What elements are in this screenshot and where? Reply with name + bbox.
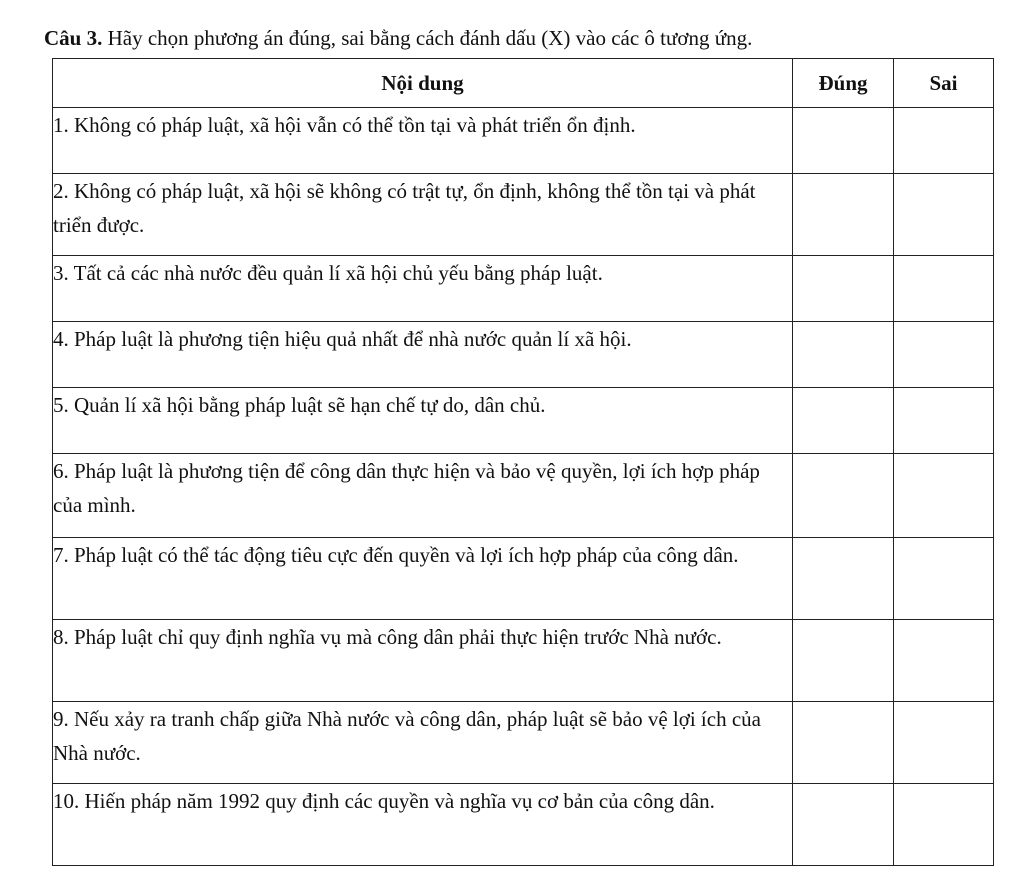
true-checkbox-cell[interactable] (793, 454, 894, 538)
false-checkbox-cell[interactable] (894, 256, 994, 322)
question-instruction: Hãy chọn phương án đúng, sai bằng cách đánh dấu (X) vào các ô tương ứng. (102, 26, 753, 50)
true-checkbox-cell[interactable] (793, 538, 894, 620)
true-checkbox-cell[interactable] (793, 174, 894, 256)
false-checkbox-cell[interactable] (894, 108, 994, 174)
false-checkbox-cell[interactable] (894, 454, 994, 538)
statement-text: 6. Pháp luật là phương tiện để công dân thực hiện và bảo vệ quyền, lợi ích hợp pháp của mình. (53, 454, 793, 538)
true-checkbox-cell[interactable] (793, 388, 894, 454)
statement-text: 8. Pháp luật chỉ quy định nghĩa vụ mà công dân phải thực hiện trước Nhà nước. (53, 620, 793, 702)
statement-text: 3. Tất cả các nhà nước đều quản lí xã hội chủ yếu bằng pháp luật. (53, 256, 793, 322)
false-checkbox-cell[interactable] (894, 538, 994, 620)
true-checkbox-cell[interactable] (793, 322, 894, 388)
table-row (53, 174, 994, 256)
table-row (53, 388, 994, 454)
answer-table (52, 58, 994, 866)
statement-text: 1. Không có pháp luật, xã hội vẫn có thể tồn tại và phát triển ổn định. (53, 108, 793, 174)
table-row (53, 454, 994, 538)
false-checkbox-cell[interactable] (894, 784, 994, 866)
false-checkbox-cell[interactable] (894, 322, 994, 388)
question-label: Câu 3. (44, 26, 103, 50)
table-row (53, 702, 994, 784)
true-checkbox-cell[interactable] (793, 256, 894, 322)
table-row (53, 538, 994, 620)
true-checkbox-cell[interactable] (793, 620, 894, 702)
statement-text: 5. Quản lí xã hội bằng pháp luật sẽ hạn chế tự do, dân chủ. (53, 388, 793, 454)
statement-text: 4. Pháp luật là phương tiện hiệu quả nhất để nhà nước quản lí xã hội. (53, 322, 793, 388)
table-header-row (53, 59, 994, 108)
true-checkbox-cell[interactable] (793, 108, 894, 174)
header-false: Sai (894, 59, 994, 108)
false-checkbox-cell[interactable] (894, 620, 994, 702)
false-checkbox-cell[interactable] (894, 388, 994, 454)
table-row (53, 108, 994, 174)
true-checkbox-cell[interactable] (793, 784, 894, 866)
header-content: Nội dung (53, 59, 793, 108)
statement-text: 7. Pháp luật có thể tác động tiêu cực đến quyền và lợi ích hợp pháp của công dân. (53, 538, 793, 620)
table-row (53, 620, 994, 702)
statement-text: 2. Không có pháp luật, xã hội sẽ không có trật tự, ổn định, không thể tồn tại và phát triển được. (53, 174, 793, 256)
header-true: Đúng (793, 59, 894, 108)
true-checkbox-cell[interactable] (793, 702, 894, 784)
table-row (53, 256, 994, 322)
statement-text: 10. Hiến pháp năm 1992 quy định các quyền và nghĩa vụ cơ bản của công dân. (53, 784, 793, 866)
question-heading (44, 24, 752, 52)
statement-text: 9. Nếu xảy ra tranh chấp giữa Nhà nước và công dân, pháp luật sẽ bảo vệ lợi ích của Nhà nước. (53, 702, 793, 784)
table-row (53, 784, 994, 866)
false-checkbox-cell[interactable] (894, 702, 994, 784)
false-checkbox-cell[interactable] (894, 174, 994, 256)
table-row (53, 322, 994, 388)
